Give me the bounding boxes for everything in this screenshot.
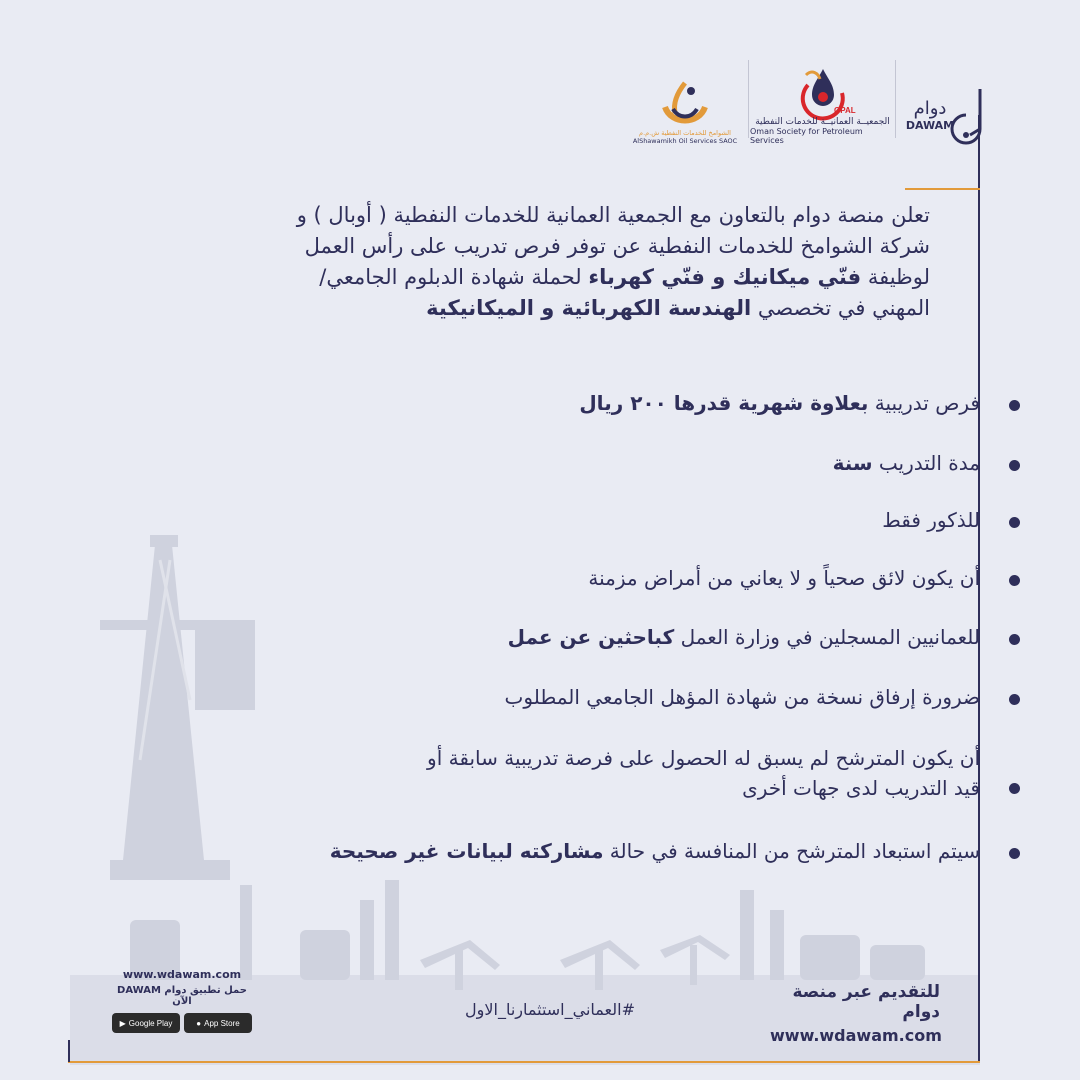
- website-link[interactable]: www.wdawam.com: [122, 968, 242, 981]
- intro-line-4-a: المهني في تخصصي: [751, 296, 930, 320]
- shawamikh-emblem-icon: [655, 79, 715, 129]
- bullet-dot-icon: [1009, 400, 1020, 411]
- requirement-item: [420, 743, 980, 803]
- shawamikh-logo-arabic: الشوامخ للخدمات النفطية ش.م.م: [639, 129, 731, 137]
- intro-line-3-c: لحملة شهادة الدبلوم الجامعي/: [319, 265, 589, 289]
- requirement-item: [260, 505, 980, 535]
- app-download-text: حمل تطبيق دوام DAWAM الآن: [117, 985, 247, 1007]
- clock-icon: [960, 85, 994, 145]
- google-play-button[interactable]: [112, 1013, 180, 1033]
- app-store-button[interactable]: [184, 1013, 252, 1033]
- intro-line-1: تعلن منصة دوام بالتعاون مع الجمعية العمانية للخدمات النفطية ( أوبال ) و: [296, 203, 930, 227]
- opal-logo-arabic: الجمعيــة العمانيــة للخدمات النفطية: [755, 117, 890, 127]
- requirement-bold: كباحثين عن عمل: [507, 625, 675, 649]
- app-download-block: [112, 968, 252, 1033]
- requirement-bold: سنة: [832, 451, 873, 475]
- store-badges: [112, 1013, 252, 1033]
- dawam-logo-english: DAWAM: [905, 119, 955, 132]
- opal-badge-text: OPAL: [833, 106, 856, 115]
- requirement-text: سيتم استبعاد المترشح من المنافسة في حالة: [603, 839, 980, 863]
- intro-line-3: [160, 262, 930, 293]
- bullet-dot-icon: [1009, 460, 1020, 471]
- requirement-item: [260, 682, 980, 712]
- shawamikh-logo-english: AlShawamikh Oil Services SAOC: [632, 137, 738, 145]
- intro-line-3-a: لوظيفة: [861, 265, 930, 289]
- bullet-dot-icon: [1009, 575, 1020, 586]
- dawam-logo-arabic: دوام: [913, 98, 947, 119]
- requirement-item: [260, 388, 980, 418]
- frame-top-accent: [905, 188, 980, 190]
- requirement-item: [260, 563, 980, 593]
- requirement-item: [260, 448, 980, 478]
- job-titles: فنّي ميكانيك و فنّي كهرباء: [588, 265, 862, 289]
- play-icon: ▶: [119, 1018, 126, 1028]
- requirement-bold: بعلاوة شهرية قدرها ٢٠٠ ريال: [579, 391, 869, 415]
- shawamikh-logo: [630, 55, 740, 145]
- requirement-text: للذكور فقط: [882, 508, 980, 532]
- opal-logo-english: Oman Society for Petroleum Services: [750, 127, 863, 145]
- apply-url-link[interactable]: www.wdawam.com: [770, 1026, 942, 1045]
- dawam-logo: [905, 55, 995, 145]
- requirement-text: أن يكون المترشح لم يسبق له الحصول على فرصة تدريبية سابقة أو قيد التدريب لدى جهات أخرى: [427, 746, 980, 800]
- bullet-dot-icon: [1009, 517, 1020, 528]
- intro-paragraph: [160, 200, 930, 324]
- opal-logo: [750, 55, 895, 145]
- requirement-item: [260, 622, 980, 652]
- frame-bottom-line: [68, 1061, 980, 1063]
- frame-bottom-left-line: [68, 1040, 70, 1062]
- specializations: الهندسة الكهربائية و الميكانيكية: [426, 296, 752, 320]
- apply-label: للتقديم عبر منصة دوام: [792, 982, 940, 1022]
- intro-line-4: [160, 293, 930, 324]
- bullet-dot-icon: [1009, 634, 1020, 645]
- requirement-text: أن يكون لائق صحياً و لا يعاني من أمراض مزمنة: [588, 566, 980, 590]
- bullet-dot-icon: [1009, 694, 1020, 705]
- requirement-bold: مشاركته لبيانات غير صحيحة: [329, 839, 604, 863]
- requirement-text: مدة التدريب: [872, 451, 980, 475]
- opal-emblem-icon: [798, 65, 856, 117]
- requirement-text: ضرورة إرفاق نسخة من شهادة المؤهل الجامعي المطلوب: [504, 685, 980, 709]
- requirement-item: [260, 836, 980, 866]
- logo-separator: [895, 60, 896, 138]
- google-play-label: Google Play: [128, 1018, 173, 1028]
- requirement-text: فرص تدريبية: [868, 391, 980, 415]
- apple-icon: ●: [196, 1018, 202, 1028]
- app-store-label: App Store: [204, 1018, 240, 1028]
- logo-separator: [748, 60, 749, 138]
- requirement-text: للعمانيين المسجلين في وزارة العمل: [674, 625, 980, 649]
- bullet-dot-icon: [1009, 783, 1020, 794]
- apply-callout: [770, 982, 940, 1045]
- intro-line-2: شركة الشوامخ للخدمات النفطية عن توفر فرص تدريب على رأس العمل: [304, 234, 930, 258]
- bullet-dot-icon: [1009, 848, 1020, 859]
- campaign-hashtag: #العماني_استثمارنا_الاول: [465, 1000, 635, 1019]
